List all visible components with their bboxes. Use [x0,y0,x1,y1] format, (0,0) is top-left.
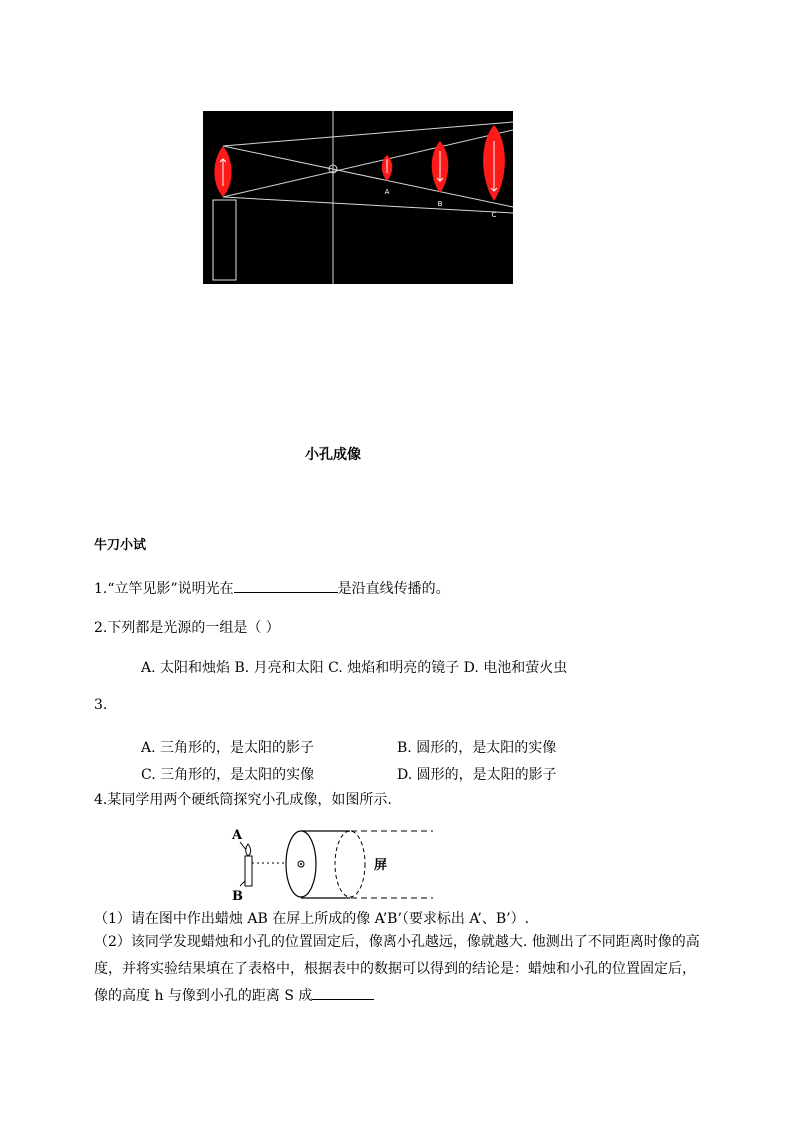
pinhole-diagram [203,111,513,284]
candle [245,856,252,886]
q1-prefix: 1.“立竿见影”说明光在 [94,581,234,597]
q4-part-1: （1）请在图中作出蜡烛 AB 在屏上所成的像 A’B’（要求标出 A’、B’）. [94,911,530,927]
screen-label: 屏 [374,858,388,873]
question-1 [94,577,450,598]
q1-suffix: 是沿直线传播的。 [337,581,450,597]
q3-option-b: B. 圆形的，是太阳的实像 [397,740,557,756]
q4-part-2-text: （2）该同学发现蜡烛和小孔的位置固定后，像离小孔越远，像就越大. 他测出了不同距离时像的高度，并将实验结果填在了表格中，根据表中的数据可以得到的结论是：蜡烛和小孔的位置固定后，像的高度 h 与像到小孔的距离 S 成 [94,934,700,1004]
label-c: C [491,211,497,219]
q3-option-c: C. 三角形的，是太阳的实像 [141,767,315,783]
label-a: A [384,188,390,196]
label-b: B [232,889,243,902]
q4-blank[interactable] [312,984,374,1000]
section-heading: 牛刀小试 [94,538,147,553]
screen-ellipse [335,831,365,897]
page-title: 小孔成像 [305,447,361,463]
q3-option-a: A. 三角形的，是太阳的影子 [141,740,315,756]
question-3-stem: 3. [94,697,108,713]
candle-flame-icon [246,844,251,856]
q1-blank[interactable] [234,577,338,593]
question-2-stem: 2.下列都是光源的一组是（ ） [94,620,280,636]
label-b: B [437,200,443,208]
label-a: A [232,828,243,843]
q4-part-2 [94,929,704,1010]
question-4-stem: 4.某同学用两个硬纸筒探究小孔成像，如图所示. [94,792,392,808]
q3-option-d: D. 圆形的，是太阳的影子 [397,767,557,783]
question-2-options: A. 太阳和烛焰 B. 月亮和太阳 C. 烛焰和明亮的镜子 D. 电池和萤火虫 [141,660,568,676]
paper-tube-diagram [228,822,433,902]
